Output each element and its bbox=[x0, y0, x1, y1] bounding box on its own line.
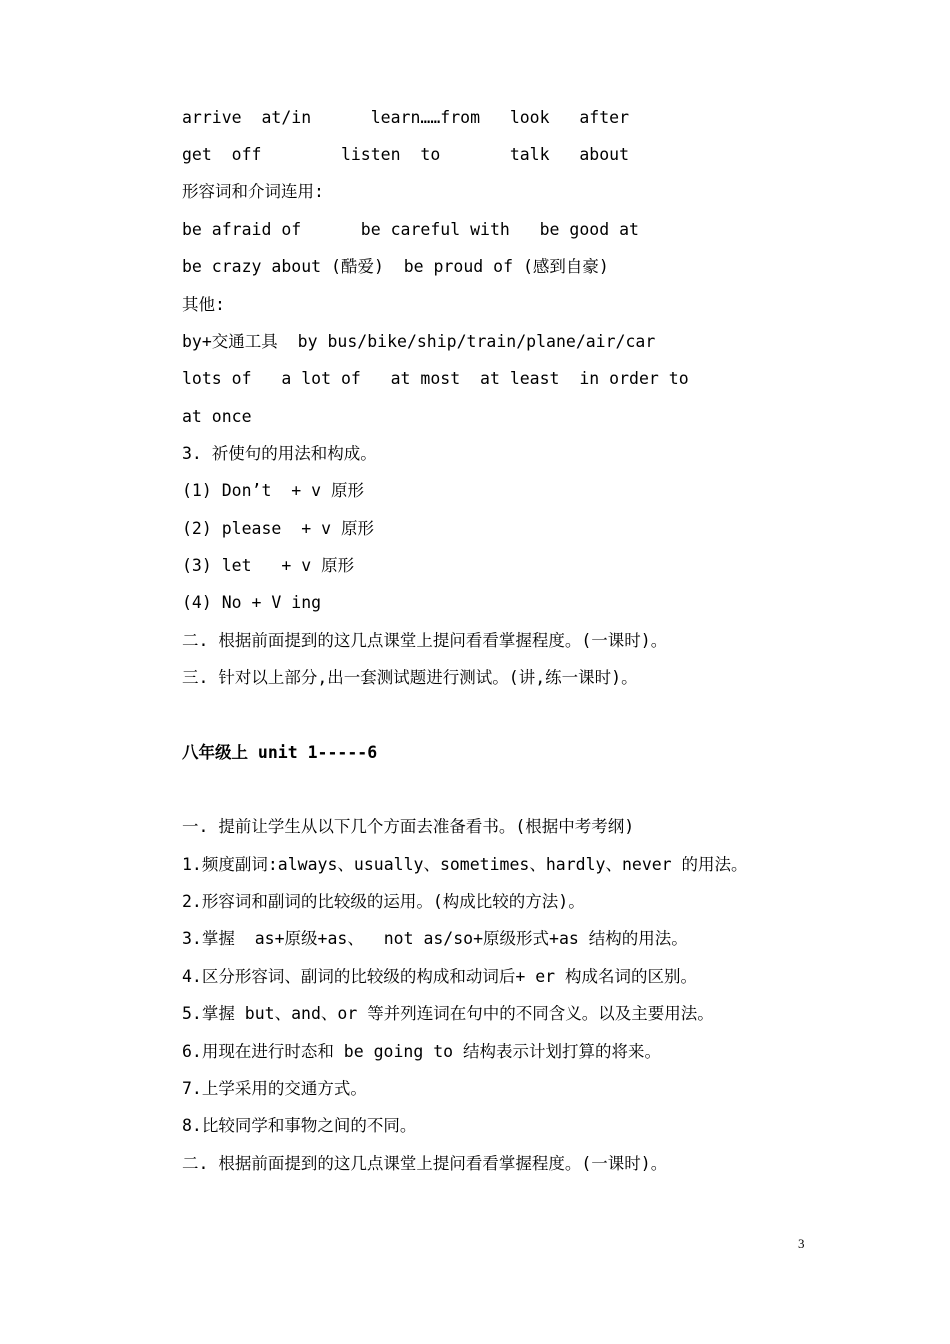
text-line: arrive at/in learn……from look after bbox=[182, 108, 630, 127]
text-line: at once bbox=[182, 407, 252, 426]
text-line: 三. 针对以上部分,出一套测试题进行测试。(讲,练一课时)。 bbox=[182, 668, 638, 687]
text-line: 4.区分形容词、副词的比较级的构成和动词后+ er 构成名词的区别。 bbox=[182, 967, 698, 986]
text-line: 二. 根据前面提到的这几点课堂上提问看看掌握程度。(一课时)。 bbox=[182, 631, 668, 650]
text-line: be crazy about (酷爱) be proud of (感到自豪) bbox=[182, 257, 609, 276]
text-line: get off listen to talk about bbox=[182, 145, 630, 164]
text-line: 3.掌握 as+原级+as、 not as/so+原级形式+as 结构的用法。 bbox=[182, 929, 688, 948]
text-line: 一. 提前让学生从以下几个方面去准备看书。(根据中考考纲) bbox=[182, 817, 635, 836]
text-line: 8.比较同学和事物之间的不同。 bbox=[182, 1116, 417, 1135]
text-line: lots of a lot of at most at least in order to bbox=[182, 369, 689, 388]
text-line: 7.上学采用的交通方式。 bbox=[182, 1079, 367, 1098]
text-line: (1) Don’t + v 原形 bbox=[182, 481, 365, 500]
section-heading: 八年级上 unit 1-----6 bbox=[182, 743, 378, 762]
text-line: 3. 祈使句的用法和构成。 bbox=[182, 444, 377, 463]
text-line: 形容词和介词连用: bbox=[182, 182, 324, 201]
page-number: 3 bbox=[798, 1236, 805, 1251]
text-line: 6.用现在进行时态和 be going to 结构表示计划打算的将来。 bbox=[182, 1042, 662, 1061]
text-line: (3) let + v 原形 bbox=[182, 556, 355, 575]
text-line: (2) please + v 原形 bbox=[182, 519, 374, 538]
text-line: 5.掌握 but、and、or 等并列连词在句中的不同含义。以及主要用法。 bbox=[182, 1004, 714, 1023]
text-line: 二. 根据前面提到的这几点课堂上提问看看掌握程度。(一课时)。 bbox=[182, 1154, 668, 1173]
text-line: 2.形容词和副词的比较级的运用。(构成比较的方法)。 bbox=[182, 892, 585, 911]
text-line: be afraid of be careful with be good at bbox=[182, 220, 639, 239]
text-line: 1.频度副词:always、usually、sometimes、hardly、never 的用法。 bbox=[182, 855, 748, 874]
text-line: by+交通工具 by bus/bike/ship/train/plane/air/car bbox=[182, 332, 656, 351]
text-line: (4) No + V ing bbox=[182, 593, 322, 612]
text-line: 其他: bbox=[182, 295, 225, 314]
